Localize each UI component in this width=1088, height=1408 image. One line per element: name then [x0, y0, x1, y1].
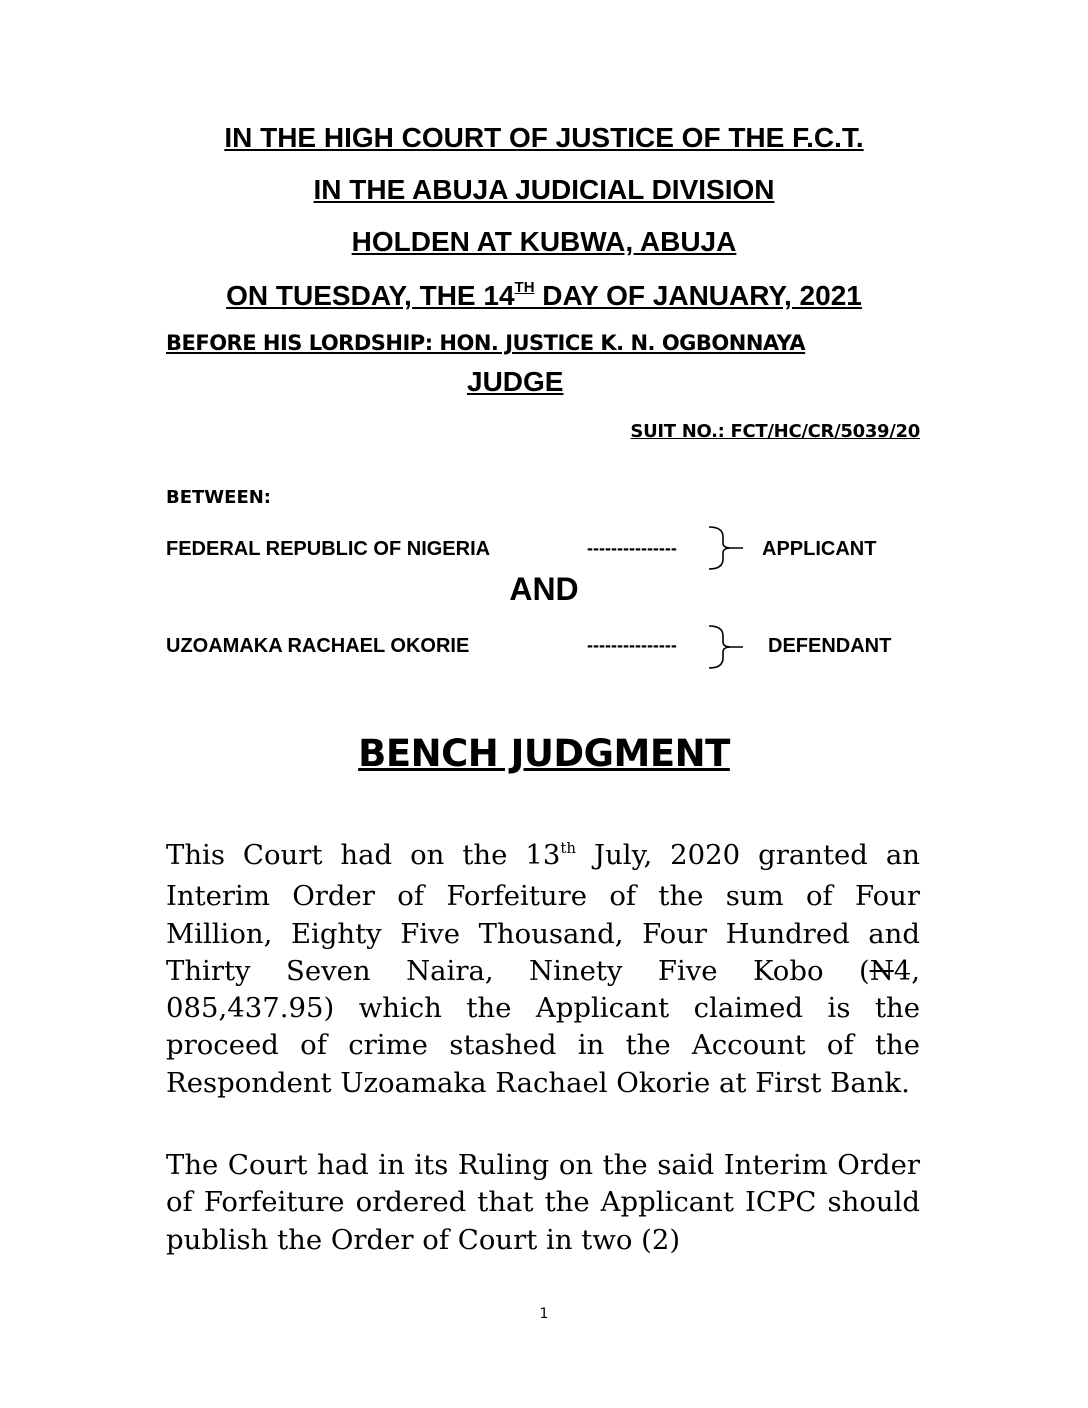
defendant-dashes: ---------------	[587, 635, 677, 655]
defendant-name: UZOAMAKA RACHAEL OKORIE	[166, 635, 470, 657]
venue-heading: HOLDEN AT KUBWA, ABUJA	[351, 226, 737, 257]
paragraph-1	[166, 837, 920, 1102]
before-judge-line: BEFORE HIS LORDSHIP: HON. JUSTICE K. N. OGBONNAYA	[166, 331, 806, 355]
p1-part-b: July, 2020 granted an Interim Order of Forfeiture of the sum of Four Million, Eighty Five Thousand, Four Hundred and Thirty Seven Naira, Ninety Five Kobo (	[166, 839, 920, 987]
date-heading-sup: TH	[514, 279, 535, 296]
suit-number: SUIT NO.: FCT/HC/CR/5039/20	[630, 421, 920, 442]
date-heading-pre: ON TUESDAY, THE 14	[226, 280, 515, 311]
p1-sup: th	[560, 839, 577, 857]
applicant-dashes: ---------------	[587, 538, 677, 558]
paragraph-2: The Court had in its Ruling on the said Interim Order of Forfeiture ordered that the Applicant ICPC should publish the Order of Court in two (2)	[166, 1149, 920, 1256]
court-name-heading: IN THE HIGH COURT OF JUSTICE OF THE F.C.T.	[224, 122, 864, 153]
judgment-title: BENCH JUDGMENT	[358, 732, 730, 775]
applicant-name: FEDERAL REPUBLIC OF NIGERIA	[166, 538, 491, 560]
judge-title: JUDGE	[467, 366, 564, 397]
p1-part-c: 4, 085,437.95) which the Applicant claimed is the proceed of crime stashed in the Account of the Respondent Uzoamaka Rachael Okorie at First Bank.	[166, 954, 920, 1099]
p1-part-a: This Court had on the 13	[166, 839, 561, 871]
division-heading: IN THE ABUJA JUDICIAL DIVISION	[313, 174, 775, 205]
naira-symbol: N	[869, 954, 894, 987]
date-heading	[0, 279, 1088, 318]
between-label: BETWEEN:	[166, 487, 272, 508]
date-heading-post: DAY OF JANUARY, 2021	[534, 280, 862, 311]
applicant-brace-icon	[703, 525, 743, 571]
and-separator: AND	[509, 571, 579, 607]
applicant-role: APPLICANT	[762, 538, 877, 560]
defendant-role: DEFENDANT	[768, 635, 892, 657]
page-number: 1	[539, 1306, 549, 1322]
defendant-brace-icon	[703, 624, 743, 670]
